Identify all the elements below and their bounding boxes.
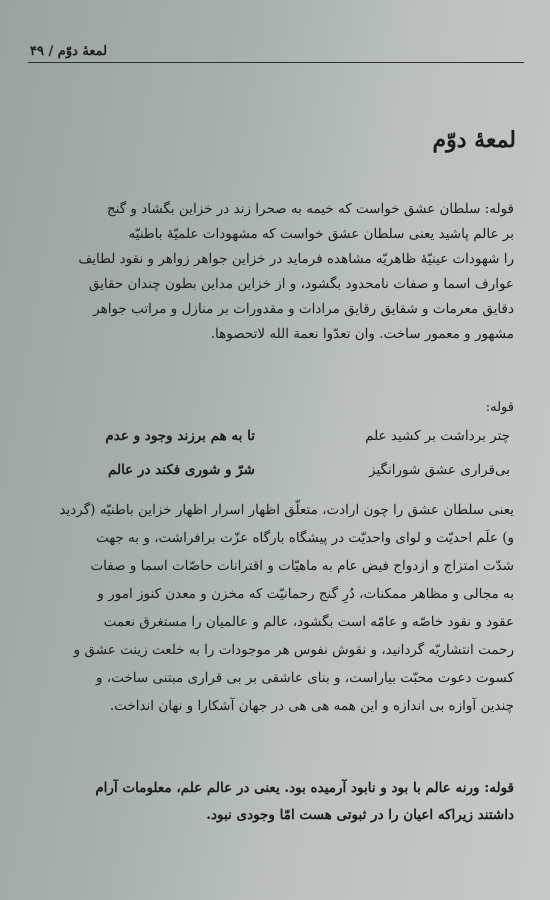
text-line: و) علَم احدیّت و لوای واحدیّت در پیشگاه بارگاه عزّت برافراشت، و به جهت	[95, 530, 514, 546]
text-line: کسوت دعوت محبّت بیاراست، و بنای عاشقی بر بی قراری مبتنی ساخت، و	[96, 670, 514, 686]
text-line: دقایق معرمات و شقایق رقایق مرادات و مقدورات بر منازل و مراتب جواهر	[93, 301, 514, 317]
verse-hemistich-left: شرّ و شوری فکند در عالم	[107, 462, 255, 478]
poem-label: قوله:	[485, 400, 514, 415]
text-line: قوله: ورنه عالم با بود و نابود آرمیده بود. یعنی در عالم علم، معلومات آرام	[95, 780, 514, 796]
section-heading: لمعهٔ دوّم	[432, 127, 516, 153]
paragraph-1	[36, 197, 514, 347]
verse-hemistich-right: چتر برداشت بر کشید علم	[365, 428, 510, 444]
text-line: داشتند زیراکه اعیان را در ثبوتی هست امّا وجودی نبود.	[206, 807, 514, 823]
text-line: عوارف اسما و صفات نامحدود بگشود، و از خزاین مداین بطون چندان حقایق	[88, 276, 514, 292]
running-head: لمعهٔ دوّم / ۴۹	[30, 44, 108, 59]
paragraph-3	[36, 775, 514, 829]
text-line: را شهودات عینیّهٔ ظاهریّه مشاهده فرماید در خزاین جواهر زواهر و نقود لطایف	[78, 251, 514, 267]
paragraph-2	[36, 496, 514, 720]
text-line: شدّت امتزاج و ازدواج فیض عام به ماهیّات و اقترانات حاصّات اسما و صفات	[90, 558, 514, 574]
text-line: رحمت انتشاریّه گردانید، و نقوش نفوس هر موجودات را به خلعت زینت عشق و	[73, 642, 514, 658]
verse-hemistich-left: تا به هم برزند وجود و عدم	[105, 428, 255, 444]
verse-hemistich-right: بی‌قراری عشق شورانگیز	[369, 462, 510, 478]
text-line: به مجالی و مظاهر ممکنات، دُرِ گنج رحمانیّت که مخزن و معدن کنوز امور و	[97, 586, 514, 602]
text-line: یعنی سلطان عشق را چون ارادت، متعلّق اظهار اسرار اظهار خزاین باطنیّه (گردید	[59, 502, 514, 518]
text-line: بر عالم پاشید یعنی سلطان عشق خواست که مشهودات علمیّهٔ باطنیّه	[128, 226, 514, 242]
text-line: چندین آوازه بی اندازه و این همه هی هی در جهان آشکارا و نهان انداخت.	[109, 698, 514, 714]
text-line: عقود و نقود خاصّه و عامّه است بگشود، عالم و عالمیان را مستغرق نعمت	[103, 614, 514, 630]
verse-row	[40, 462, 510, 478]
text-line: قوله: سلطان عشق خواست که خیمه به صحرا زند در خزاین بگشاد و گنج	[106, 201, 514, 217]
verse-row	[40, 428, 510, 444]
text-line: مشهور و معمور ساخت. وان تعدّوا نعمة الله لاتحصوها.	[210, 326, 514, 342]
